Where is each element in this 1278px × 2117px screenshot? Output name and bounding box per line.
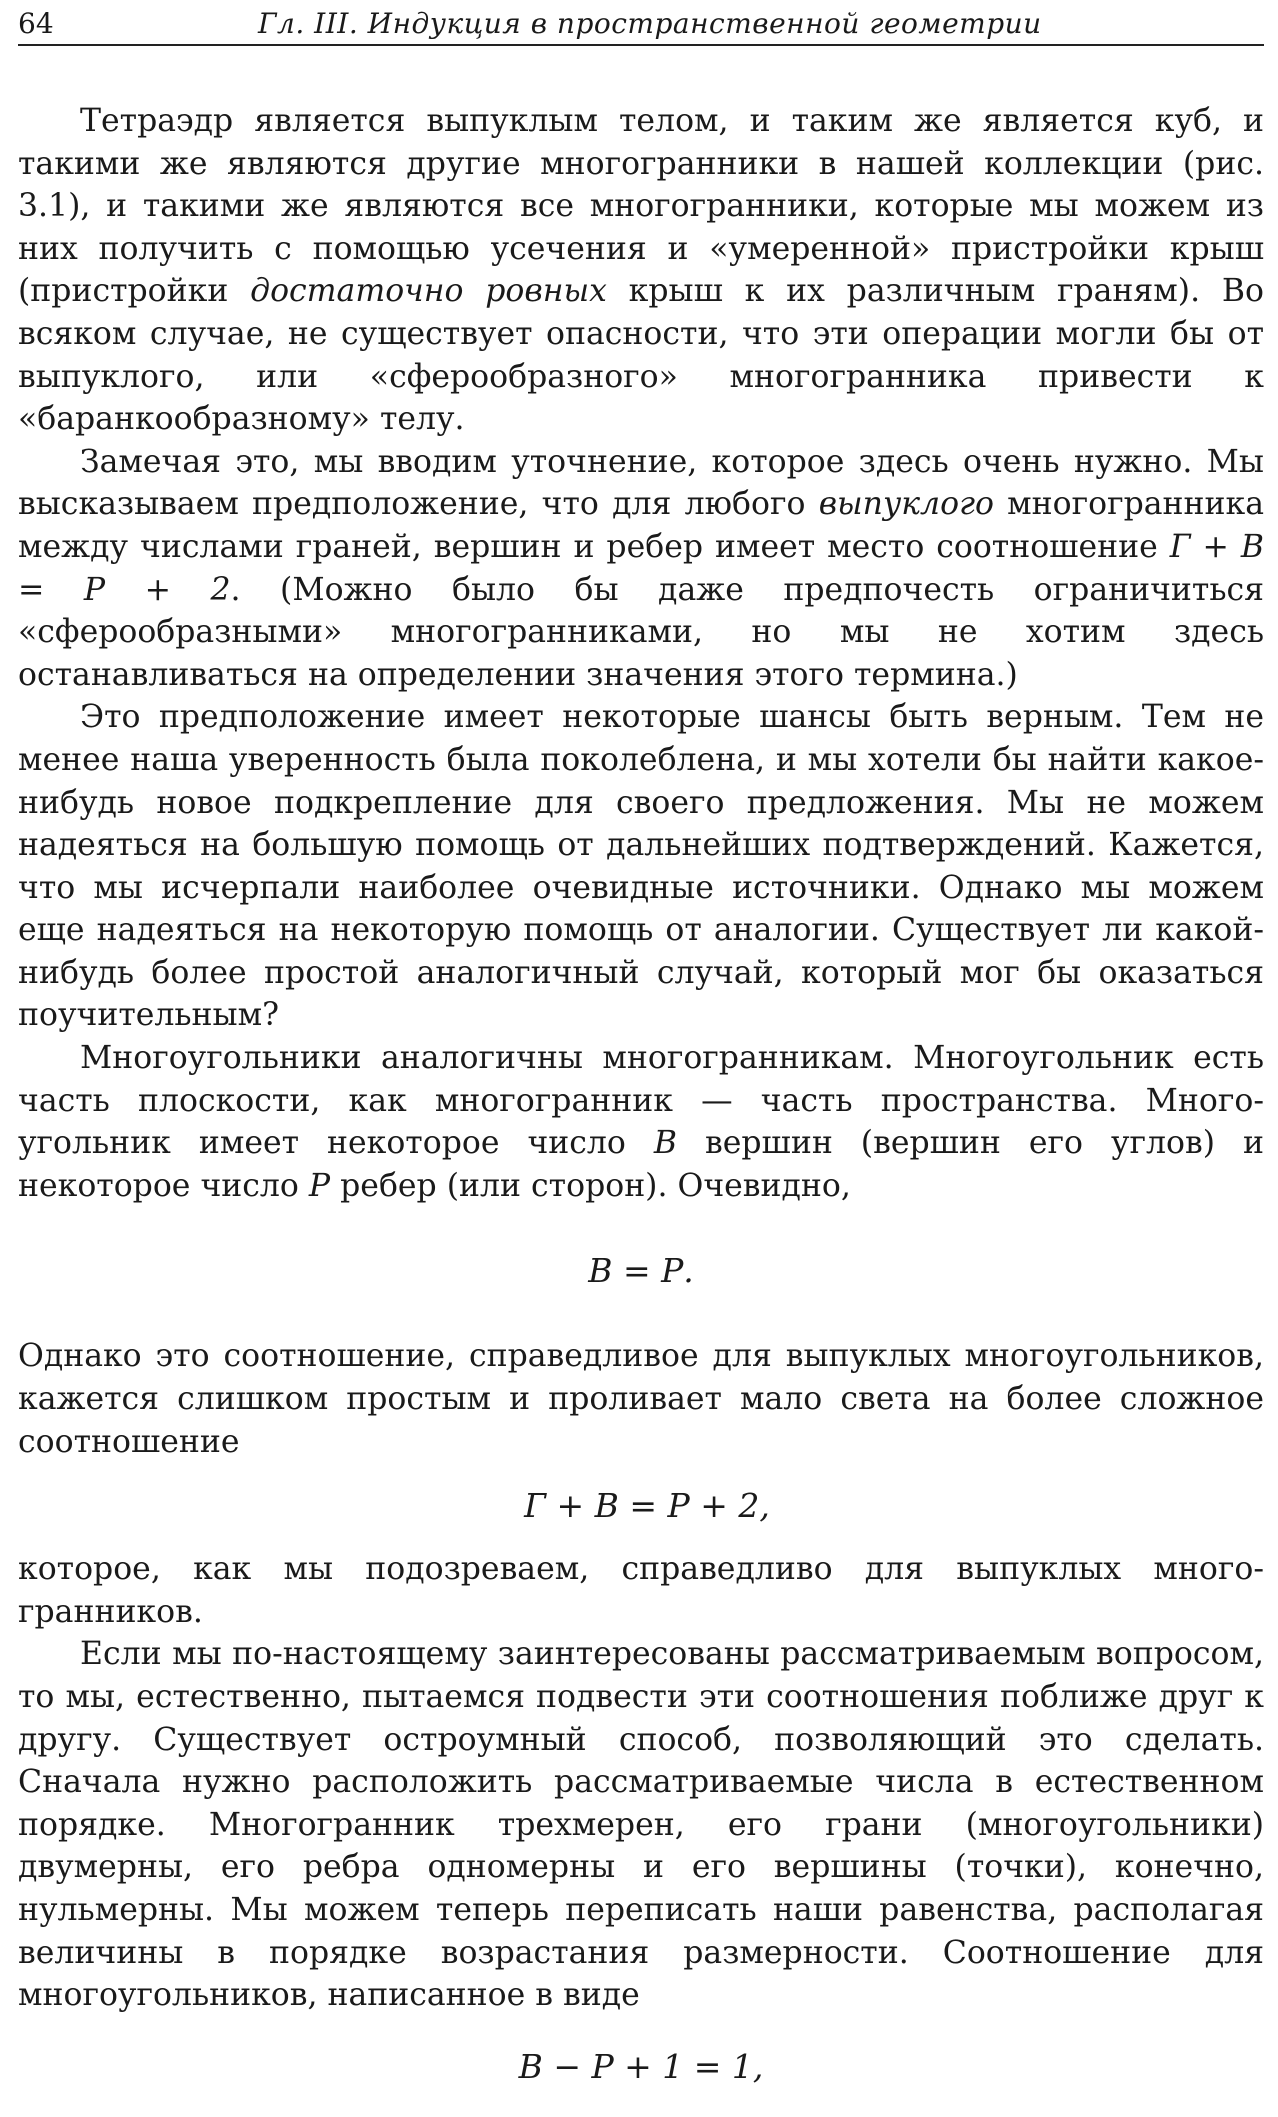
text-run: Замечая это, мы вводим уточнение, которое здесь очень нужно. Мы высказываем предположение, что для любого — [18, 443, 1264, 523]
text-run: Многоугольники аналогичны многогранникам. Многоугольник есть часть плоскости, как многогранник — часть пространства. Многоугольник имеет некоторое число — [18, 1040, 1264, 1162]
variable-v: В — [653, 1125, 678, 1162]
paragraph-analogy-search — [18, 696, 1264, 1037]
page-number: 64 — [18, 7, 54, 40]
display-formula-euler: Г + В = Р + 2, — [524, 1486, 770, 1526]
text-run: многогранника между числами граней, вершин и ребер имеет место соотношение — [18, 486, 1265, 565]
display-formula-polygon-dimension: В − Р + 1 = 1, — [518, 2046, 764, 2086]
text-run: . (Можно было бы даже предпочесть ограничиться «сферообразными» многогранниками, но мы не хотим здесь останавливаться на определении значения этого термина.) — [18, 571, 1264, 693]
text-run: крыш к их различным граням). Во всяком случае, не существует опасности, что эти операции могли бы от выпуклого, или «сферообразного» многогранника привести к «баранкообразному» телу. — [18, 273, 1264, 438]
paragraph-dimensions — [18, 1633, 1264, 2016]
paragraph-conjecture — [18, 441, 1264, 697]
text-run: Тетраэдр является выпуклым телом, и таким же является куб, и такими же являются другие многогранники в нашей коллекции (рис. 3.1), и такими же являются все многогранники, которые мы можем из них получить с помощью усечения и «умеренной» пристройки крыш (пристройки — [18, 103, 1264, 310]
text-run: ребер (или сторон). Очевидно, — [330, 1167, 851, 1204]
book-page — [18, 0, 1265, 2086]
text-run: вершин (вершин его углов) и некоторое число — [18, 1125, 1264, 1204]
running-head — [18, 4, 1264, 46]
text-run: Если мы по-настоящему заинтересованы рассматриваемым вопросом, то мы, естественно, пытаемся подвести эти соотношения поближе друг к другу. Существует остроумный способ, позволяющий это сделать. Сначала нужно расположить рассматриваемые числа в естественном порядке. Многогранник трехмерен, его грани (многоугольники) двумерны, его ребра одномерны и его вершины (точки), конечно, нульмерны. Мы можем теперь переписать наши равенства, располагая величины в порядке возрастания размерности. Соотношение для многоугольников, написанное в виде — [18, 1636, 1264, 2014]
paragraph-relation-simple — [18, 1335, 1264, 1463]
emphasis-text: выпуклого — [818, 486, 994, 523]
chapter-title: Гл. III. Индукция в пространственной геометрии — [258, 7, 1042, 40]
variable-p: Р — [308, 1167, 331, 1204]
inline-formula: Г + В = Р + 2 — [18, 528, 1264, 608]
text-run: Это предположение имеет некоторые шансы быть верным. Тем не менее наша уверенность была поколеблена, и мы хотели бы найти какое-нибудь новое подкрепление для своего предложения. Мы не можем надеяться на большую помощь от дальнейших подтверждений. Кажется, что мы исчерпали наиболее очевидные источники. Однако мы можем еще надеяться на некоторую помощь от аналогии. Существует ли какой-нибудь более простой аналогичный случай, который мог бы оказаться поучительным? — [18, 699, 1264, 1034]
body-text — [18, 100, 1264, 2117]
paragraph-convex-polyhedra — [18, 100, 1264, 441]
paragraph-polygons — [18, 1037, 1264, 1207]
text-run: которое, как мы подозреваем, справедливо для выпуклых многогранников. — [18, 1551, 1264, 1630]
emphasis-text: достаточно ровных — [250, 273, 607, 310]
paragraph-suspected-relation — [18, 1548, 1264, 1633]
text-run: Однако это соотношение, справедливое для выпуклых многоугольников, кажется слишком простым и проливает мало света на более сложное соотношение — [18, 1338, 1264, 1460]
display-formula-polygon: В = Р. — [588, 1251, 694, 1291]
